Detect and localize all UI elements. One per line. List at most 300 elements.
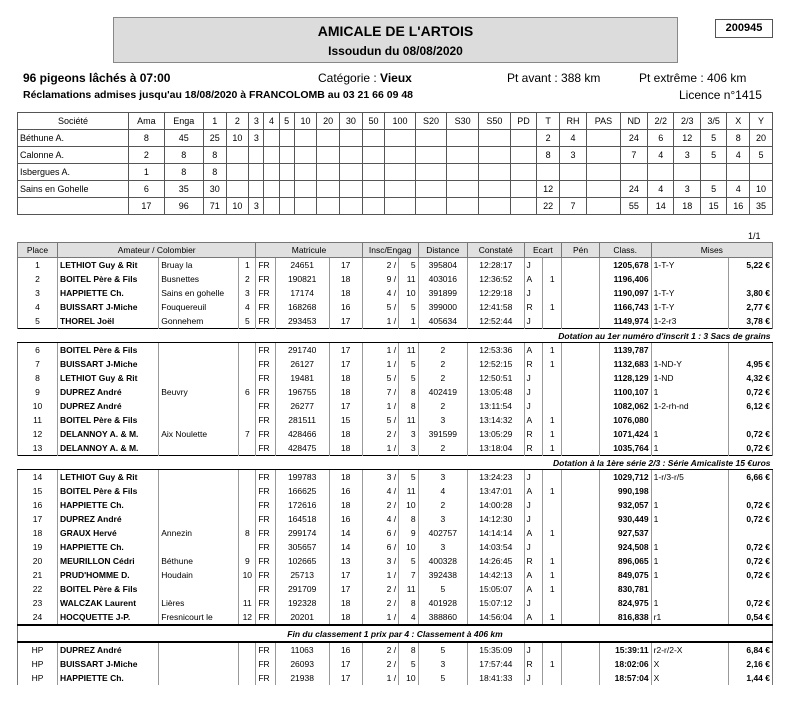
result-cell: J	[524, 258, 543, 273]
society-cell	[479, 181, 511, 198]
result-cell: 11	[399, 343, 418, 358]
pt-avant: Pt avant : 388 km	[507, 71, 601, 85]
result-cell: 4 /	[362, 484, 398, 498]
result-cell: LETHIOT Guy & Rit	[58, 470, 159, 485]
result-cell: 26093	[275, 657, 329, 671]
result-cell	[159, 343, 239, 358]
result-cell: 2	[418, 343, 467, 358]
result-cell: 6 /	[362, 526, 398, 540]
result-cell: GRAUX Hervé	[58, 526, 159, 540]
result-cell: DUPREZ André	[58, 399, 159, 413]
result-row	[18, 642, 773, 657]
dotation-note	[18, 329, 773, 343]
society-cell	[264, 198, 279, 215]
society-name	[18, 198, 129, 215]
result-cell: 1	[651, 498, 729, 512]
result-cell: 12:52:44	[468, 314, 525, 329]
result-cell: Sains en gohelle	[159, 286, 239, 300]
society-cell	[264, 164, 279, 181]
society-cell	[279, 181, 294, 198]
result-cell: J	[524, 671, 543, 685]
result-cell: 4,95 €	[729, 357, 773, 371]
result-cell: 2,16 €	[729, 657, 773, 671]
result-cell: Bruay la	[159, 258, 239, 273]
result-cell: 16	[329, 642, 362, 657]
result-cell: 7 /	[362, 385, 398, 399]
result-cell: 1,44 €	[729, 671, 773, 685]
society-cell: 8	[727, 130, 750, 147]
category-label: Catégorie :	[318, 71, 377, 85]
result-cell: X	[651, 657, 729, 671]
result-cell: 17	[329, 258, 362, 273]
result-cell: 1132,683	[599, 357, 651, 371]
result-cell: 0,54 €	[729, 610, 773, 625]
society-cell: 4	[648, 181, 674, 198]
result-cell: 2	[418, 498, 467, 512]
society-cell: 8	[129, 130, 165, 147]
result-cell	[239, 498, 256, 512]
society-cell	[294, 164, 317, 181]
society-cell	[510, 147, 536, 164]
result-cell: 5	[418, 671, 467, 685]
result-cell: 1	[651, 385, 729, 399]
result-cell: Fresnicourt le	[159, 610, 239, 625]
result-cell: 395804	[418, 258, 467, 273]
result-cell	[239, 657, 256, 671]
result-cell: 930,449	[599, 512, 651, 526]
society-cell	[226, 164, 249, 181]
result-cell	[239, 441, 256, 456]
result-cell	[543, 512, 562, 526]
result-cell: 3	[399, 441, 418, 456]
result-cell	[651, 526, 729, 540]
result-cell: 428466	[275, 427, 329, 441]
society-name: Sains en Gohelle	[18, 181, 129, 198]
result-cell: 5,22 €	[729, 258, 773, 273]
result-cell: THOREL Joël	[58, 314, 159, 329]
result-cell: 20	[18, 554, 58, 568]
society-col-header: Y	[750, 113, 773, 130]
society-cell	[447, 147, 479, 164]
result-cell	[562, 258, 600, 273]
result-cell: 1 /	[362, 399, 398, 413]
result-cell: 824,975	[599, 596, 651, 610]
result-cell: 1071,424	[599, 427, 651, 441]
result-cell: 0,72 €	[729, 540, 773, 554]
result-cell: 1196,406	[599, 272, 651, 286]
result-cell	[159, 484, 239, 498]
result-cell: 5	[418, 642, 467, 657]
society-col-header: 10	[294, 113, 317, 130]
category-value: Vieux	[380, 71, 412, 85]
result-cell: FR	[256, 582, 275, 596]
result-cell: 1	[543, 357, 562, 371]
result-cell: J	[524, 596, 543, 610]
society-cell	[510, 198, 536, 215]
society-cell: 12	[537, 181, 560, 198]
result-cell: 6	[18, 343, 58, 358]
result-cell	[543, 258, 562, 273]
result-cell: 291740	[275, 343, 329, 358]
society-total-row	[18, 198, 773, 215]
society-cell	[317, 164, 340, 181]
society-row	[18, 181, 773, 198]
society-cell: 30	[203, 181, 226, 198]
society-col-header: 1	[203, 113, 226, 130]
result-cell	[562, 596, 600, 610]
result-cell	[543, 314, 562, 329]
result-cell: 0,72 €	[729, 512, 773, 526]
result-cell: 0,72 €	[729, 385, 773, 399]
result-cell: r2-r/2-X	[651, 642, 729, 657]
result-cell: 172616	[275, 498, 329, 512]
society-cell	[385, 164, 415, 181]
society-cell	[294, 181, 317, 198]
result-cell: 11	[399, 484, 418, 498]
result-cell: 18	[329, 596, 362, 610]
result-cell: 12:53:36	[468, 343, 525, 358]
result-cell: 849,075	[599, 568, 651, 582]
result-cell: 25713	[275, 568, 329, 582]
result-cell	[239, 540, 256, 554]
society-cell	[385, 147, 415, 164]
result-cell: 5	[399, 554, 418, 568]
society-cell	[264, 130, 279, 147]
result-cell	[239, 413, 256, 427]
result-cell: 1 /	[362, 314, 398, 329]
result-cell: 896,065	[599, 554, 651, 568]
result-cell: 1	[651, 441, 729, 456]
society-cell: 2	[129, 147, 165, 164]
result-cell: BOITEL Père & Fils	[58, 413, 159, 427]
society-cell: 3	[249, 130, 264, 147]
result-cell: 305657	[275, 540, 329, 554]
society-cell: 8	[164, 147, 203, 164]
result-cell	[239, 371, 256, 385]
result-cell: 1076,080	[599, 413, 651, 427]
society-cell: 8	[203, 147, 226, 164]
society-name: Béthune A.	[18, 130, 129, 147]
result-cell: 1-ND	[651, 371, 729, 385]
result-cell: 12:28:17	[468, 258, 525, 273]
result-cell: 13:47:01	[468, 484, 525, 498]
society-cell: 8	[537, 147, 560, 164]
result-cell: 14:03:54	[468, 540, 525, 554]
result-cell	[159, 470, 239, 485]
society-cell: 24	[620, 130, 647, 147]
result-cell: 5	[399, 371, 418, 385]
result-cell	[562, 642, 600, 657]
result-cell: 12:29:18	[468, 286, 525, 300]
society-cell	[479, 147, 511, 164]
result-cell	[159, 540, 239, 554]
result-cell: 2	[418, 357, 467, 371]
result-cell: Aix Noulette	[159, 427, 239, 441]
result-row	[18, 554, 773, 568]
result-cell: 2	[239, 272, 256, 286]
result-cell: 3	[418, 657, 467, 671]
result-cell: FR	[256, 314, 275, 329]
result-cell: 24651	[275, 258, 329, 273]
result-cell: 5	[399, 258, 418, 273]
result-cell	[562, 470, 600, 485]
result-cell: 1 /	[362, 357, 398, 371]
result-cell	[239, 399, 256, 413]
society-cell	[385, 130, 415, 147]
result-row	[18, 498, 773, 512]
result-cell: 1	[651, 540, 729, 554]
society-cell	[339, 147, 362, 164]
result-cell: 1	[543, 484, 562, 498]
result-cell: 196755	[275, 385, 329, 399]
result-cell	[159, 399, 239, 413]
society-cell	[559, 164, 586, 181]
result-cell: 0,72 €	[729, 596, 773, 610]
result-cell	[562, 272, 600, 286]
society-cell: 3	[674, 181, 700, 198]
results-table	[17, 242, 773, 685]
result-cell	[562, 610, 600, 625]
race-number: 200945	[715, 19, 773, 38]
society-col-header: 3/5	[700, 113, 726, 130]
result-cell: A	[524, 610, 543, 625]
result-cell: 12	[239, 610, 256, 625]
result-row	[18, 582, 773, 596]
col-distance: Distance	[418, 243, 467, 258]
result-cell	[562, 357, 600, 371]
result-cell: 14	[18, 470, 58, 485]
result-cell: BUISSART J-Miche	[58, 357, 159, 371]
result-cell: 11	[399, 582, 418, 596]
result-cell: 1100,107	[599, 385, 651, 399]
result-cell: 1	[543, 441, 562, 456]
society-cell: 4	[559, 130, 586, 147]
result-cell	[562, 399, 600, 413]
result-cell: 932,057	[599, 498, 651, 512]
result-cell: 13	[329, 554, 362, 568]
result-cell: 7	[399, 568, 418, 582]
society-col-header: 3	[249, 113, 264, 130]
result-cell: 1	[543, 413, 562, 427]
result-cell: 21938	[275, 671, 329, 685]
result-cell: 1	[543, 610, 562, 625]
result-cell	[159, 357, 239, 371]
result-cell: 391899	[418, 286, 467, 300]
result-cell: 3	[418, 512, 467, 526]
society-cell	[750, 164, 773, 181]
society-cell: 45	[164, 130, 203, 147]
result-cell: 3	[18, 286, 58, 300]
result-cell: 6,66 €	[729, 470, 773, 485]
society-cell	[479, 130, 511, 147]
pigeons-released: 96 pigeons lâchés à 07:00	[23, 71, 171, 85]
society-cell: 20	[750, 130, 773, 147]
result-cell: 3 /	[362, 554, 398, 568]
result-row	[18, 371, 773, 385]
society-cell: 16	[727, 198, 750, 215]
result-cell: DELANNOY A. & M.	[58, 441, 159, 456]
result-row	[18, 568, 773, 582]
result-cell: J	[524, 286, 543, 300]
result-cell: 2	[18, 272, 58, 286]
society-cell	[385, 181, 415, 198]
result-cell: 1	[543, 568, 562, 582]
col-constate: Constaté	[468, 243, 525, 258]
society-cell	[447, 164, 479, 181]
result-cell	[543, 371, 562, 385]
result-cell	[651, 484, 729, 498]
society-cell: 5	[750, 147, 773, 164]
society-col-header: 50	[362, 113, 385, 130]
society-col-header: X	[727, 113, 750, 130]
result-cell: 2	[418, 441, 467, 456]
result-cell: A	[524, 526, 543, 540]
result-cell: 24	[18, 610, 58, 625]
result-cell	[159, 413, 239, 427]
result-cell: 281511	[275, 413, 329, 427]
society-cell: 8	[164, 164, 203, 181]
society-cell	[510, 181, 536, 198]
result-cell: 11	[399, 272, 418, 286]
result-row	[18, 258, 773, 273]
result-cell: 1035,764	[599, 441, 651, 456]
result-cell: 2,77 €	[729, 300, 773, 314]
dotation-text: Dotation à la 1ère série 2/3 : Série Amicaliste 15 €uros	[18, 456, 773, 470]
result-cell: 1	[543, 657, 562, 671]
result-cell: 166625	[275, 484, 329, 498]
result-cell	[239, 671, 256, 685]
society-cell	[362, 147, 385, 164]
result-cell	[159, 512, 239, 526]
society-cell: 22	[537, 198, 560, 215]
result-cell: HP	[18, 671, 58, 685]
result-cell: 402419	[418, 385, 467, 399]
society-cell	[415, 198, 447, 215]
result-cell	[562, 371, 600, 385]
society-cell: 14	[648, 198, 674, 215]
result-cell: 17	[18, 512, 58, 526]
result-cell: 18:02:06	[599, 657, 651, 671]
result-cell: FR	[256, 540, 275, 554]
society-cell	[510, 164, 536, 181]
society-cell: 71	[203, 198, 226, 215]
society-cell	[317, 147, 340, 164]
result-cell: FR	[256, 385, 275, 399]
society-cell	[587, 164, 621, 181]
result-cell: 1	[651, 554, 729, 568]
result-cell: 21	[18, 568, 58, 582]
claims-text: Réclamations admises jusqu'au 18/08/2020 à FRANCOLOMB au 03 21 66 09 48	[23, 89, 414, 101]
result-cell: 6 /	[362, 540, 398, 554]
result-row	[18, 399, 773, 413]
result-cell: 11	[18, 413, 58, 427]
result-cell: 18	[18, 526, 58, 540]
result-row	[18, 596, 773, 610]
result-cell: 10	[399, 540, 418, 554]
result-cell: A	[524, 413, 543, 427]
result-cell	[562, 484, 600, 498]
result-cell	[562, 554, 600, 568]
result-cell: R	[524, 441, 543, 456]
society-cell: 96	[164, 198, 203, 215]
society-cell	[226, 181, 249, 198]
result-cell: 14:00:28	[468, 498, 525, 512]
society-cell	[317, 198, 340, 215]
result-cell: 400328	[418, 554, 467, 568]
result-cell: 17:57:44	[468, 657, 525, 671]
society-cell: 4	[727, 147, 750, 164]
result-cell	[159, 371, 239, 385]
result-cell: 12:50:51	[468, 371, 525, 385]
result-cell: FR	[256, 610, 275, 625]
result-cell: 16	[329, 300, 362, 314]
result-cell: 13:18:04	[468, 441, 525, 456]
result-cell: 17	[329, 343, 362, 358]
result-cell: BOITEL Père & Fils	[58, 484, 159, 498]
result-cell: 6,84 €	[729, 642, 773, 657]
result-cell: 15:07:12	[468, 596, 525, 610]
result-cell: 16	[18, 498, 58, 512]
society-col-header: S20	[415, 113, 447, 130]
result-cell: 1	[543, 300, 562, 314]
result-cell: DUPREZ André	[58, 642, 159, 657]
society-cell: 4	[648, 147, 674, 164]
result-cell: 10	[18, 399, 58, 413]
result-cell: 17174	[275, 286, 329, 300]
result-row	[18, 657, 773, 671]
society-cell: 17	[129, 198, 165, 215]
dotation-note	[18, 456, 773, 470]
result-cell: FR	[256, 427, 275, 441]
society-cell	[362, 164, 385, 181]
society-col-header: 2	[226, 113, 249, 130]
result-cell: FR	[256, 357, 275, 371]
result-cell: 15	[18, 484, 58, 498]
result-cell: 19	[18, 540, 58, 554]
result-cell: 2 /	[362, 427, 398, 441]
result-cell: 18	[329, 371, 362, 385]
result-cell: 1-2-rh-nd	[651, 399, 729, 413]
result-cell: BOITEL Père & Fils	[58, 343, 159, 358]
result-cell: 1 /	[362, 610, 398, 625]
result-cell: 1 /	[362, 441, 398, 456]
society-cell: 4	[727, 181, 750, 198]
result-cell	[651, 272, 729, 286]
result-cell: FR	[256, 642, 275, 657]
result-cell: 2	[418, 399, 467, 413]
result-cell: 392438	[418, 568, 467, 582]
result-cell: 5	[399, 300, 418, 314]
result-cell: FR	[256, 484, 275, 498]
result-cell: 1	[543, 582, 562, 596]
result-cell: 17	[329, 657, 362, 671]
result-cell: 5	[399, 357, 418, 371]
result-cell: A	[524, 568, 543, 582]
result-cell: HP	[18, 642, 58, 657]
result-cell: 4,32 €	[729, 371, 773, 385]
result-cell	[543, 498, 562, 512]
result-cell: 3	[239, 286, 256, 300]
result-cell: FR	[256, 272, 275, 286]
result-cell: 15:05:07	[468, 582, 525, 596]
result-row	[18, 272, 773, 286]
result-row	[18, 314, 773, 329]
society-cell: 18	[674, 198, 700, 215]
result-cell: 26277	[275, 399, 329, 413]
result-cell	[562, 441, 600, 456]
result-cell	[543, 671, 562, 685]
society-cell	[620, 164, 647, 181]
